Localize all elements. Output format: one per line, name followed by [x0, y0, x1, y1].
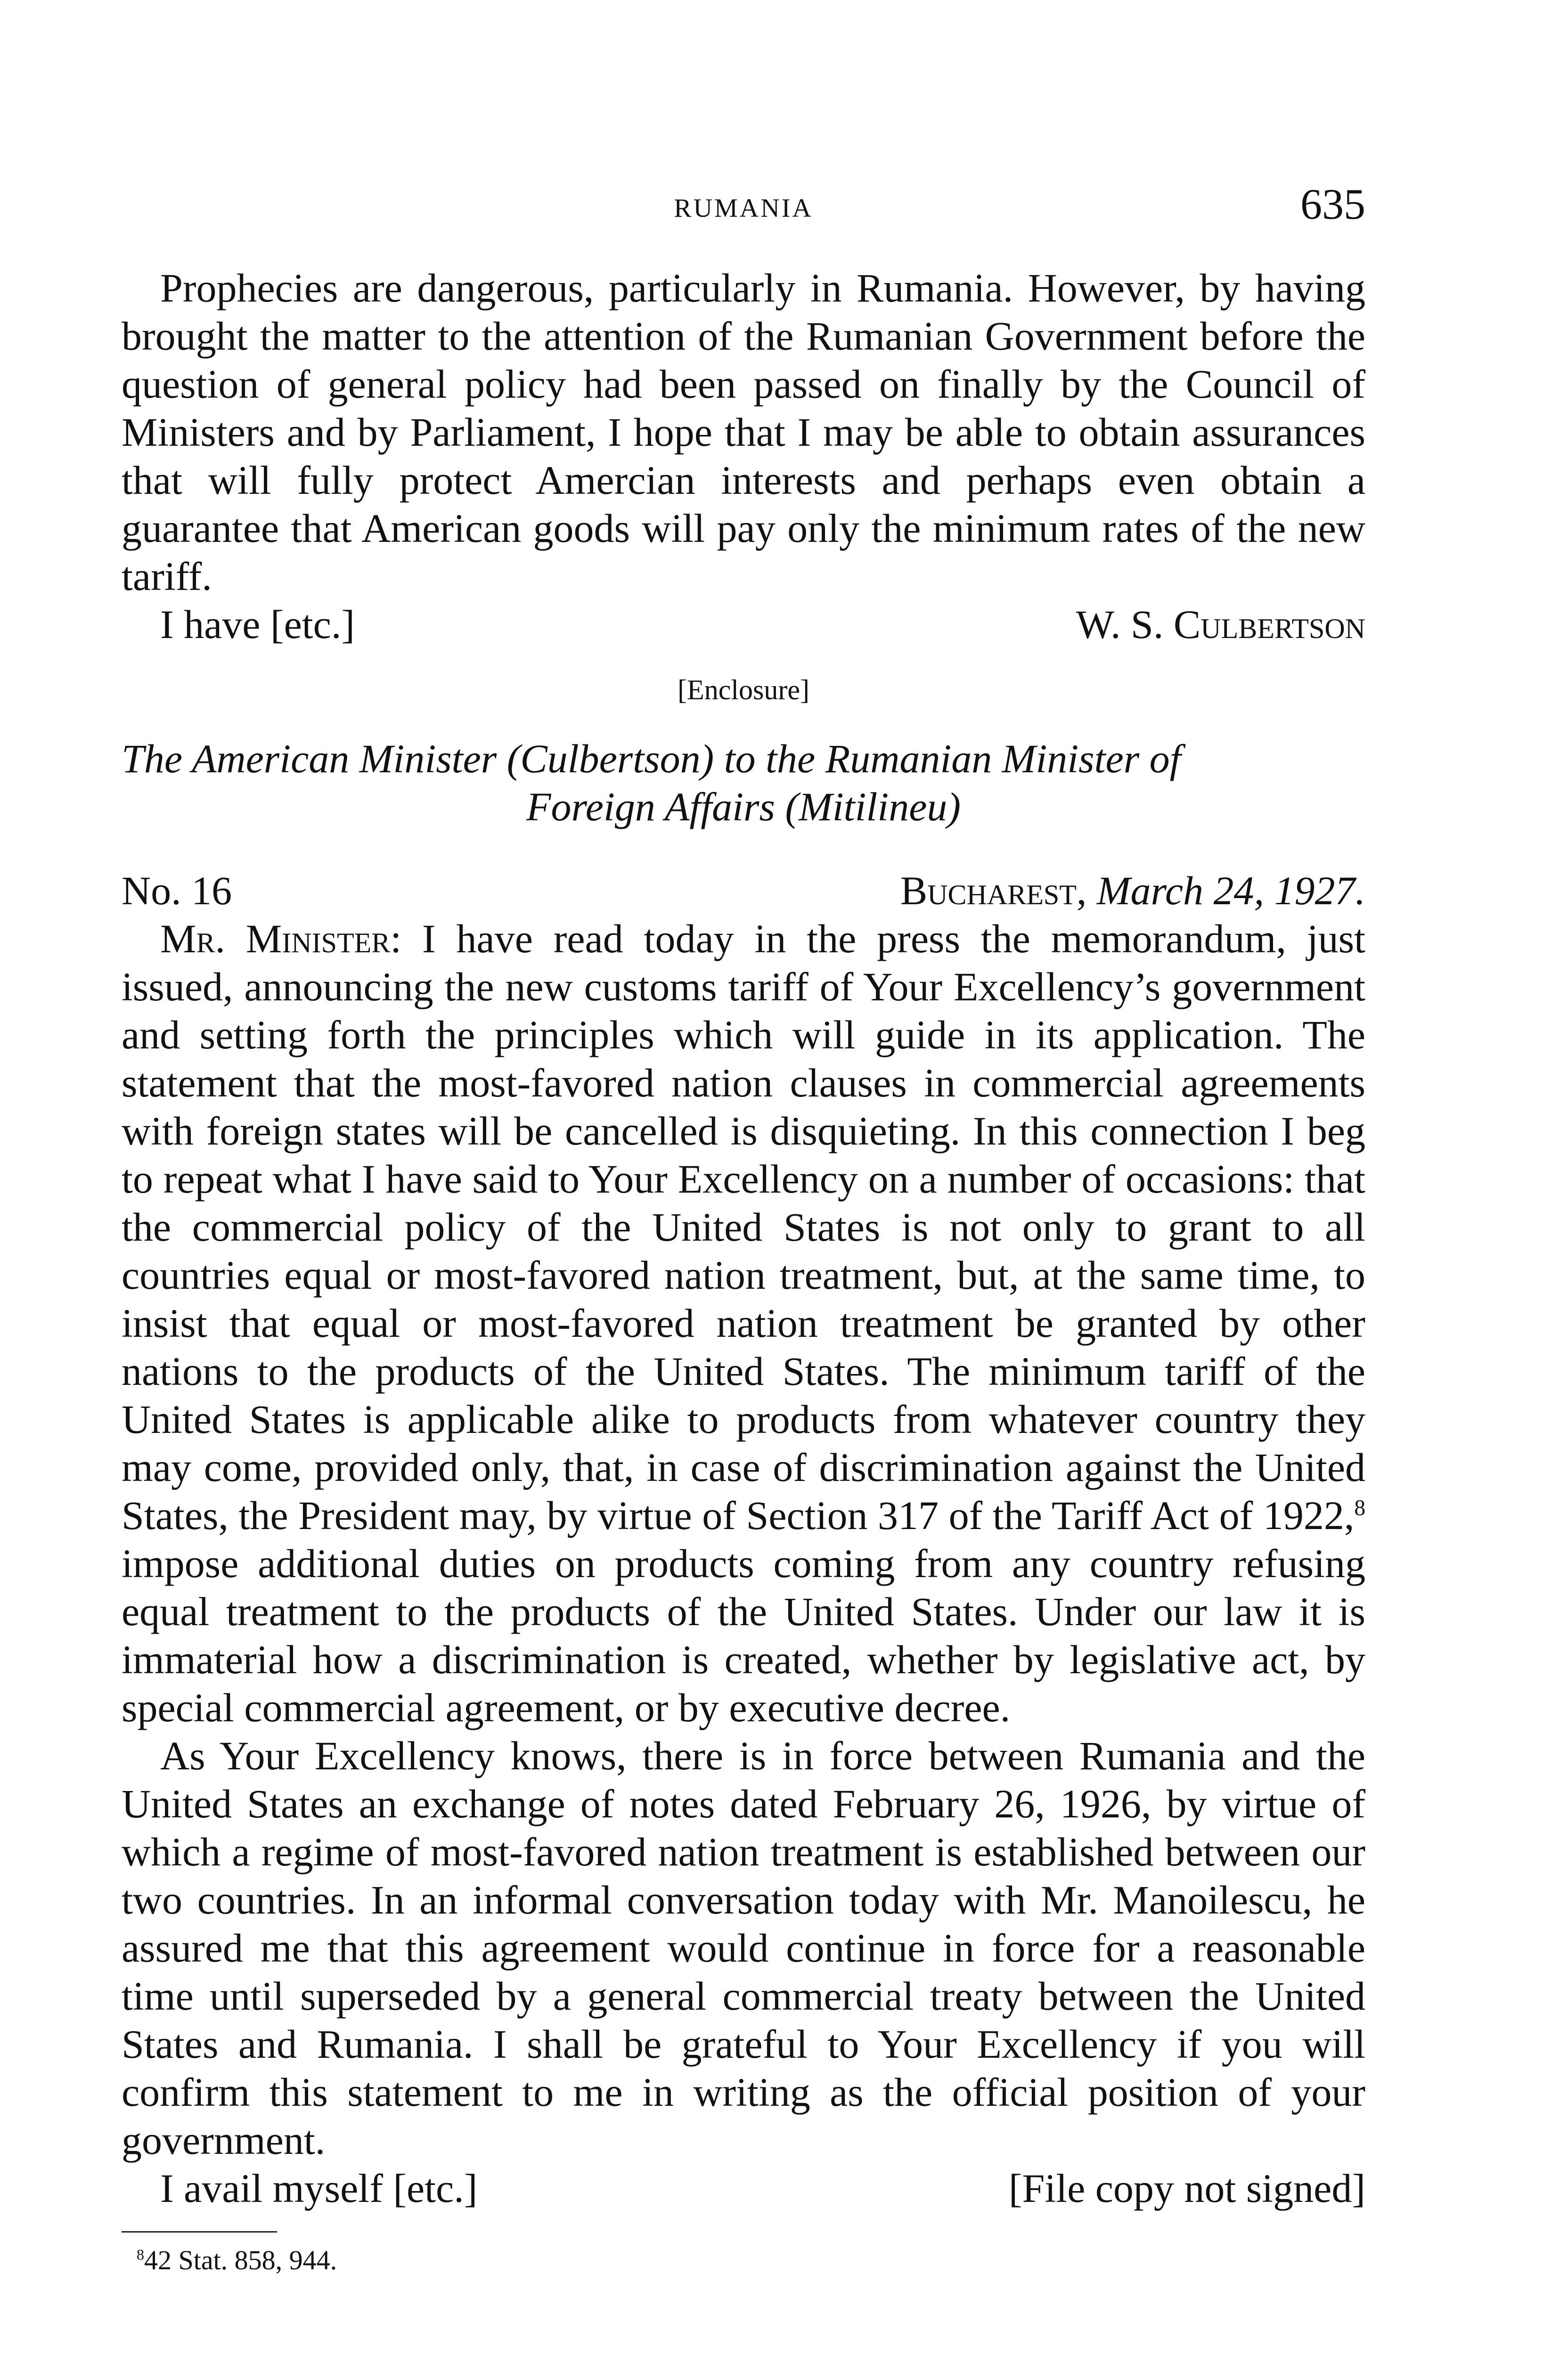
footnote	[122, 2244, 1365, 2277]
signature: W. S. Culbertson	[1076, 602, 1365, 647]
closing-avail: I avail myself [etc.]	[160, 2166, 478, 2211]
paragraph-memorandum	[122, 915, 1365, 1732]
place-date	[900, 867, 1365, 915]
footnote-marker: 8	[137, 2246, 144, 2263]
closing-signature-row	[122, 600, 1365, 648]
closing-row	[122, 2164, 1365, 2212]
paragraph-memorandum-part2: impose additional duties on products coming from any country refusing equal treatment to the products of the United States. Under our law it is immaterial how a discrimination is created, whether by legislative act, by special commercial agreement, or by executive decree.	[122, 1541, 1365, 1730]
document-number: No. 16	[122, 868, 232, 913]
footnote-reference: 8	[1354, 1496, 1365, 1521]
paragraph-memorandum-part1: I have read today in the press the memorandum, just issued, announcing the new customs tariff of Your Excellency’s government and setting forth the principles which will guide in its application. The statement that the most-favored nation clauses in commercial agreements with foreign states will be cancelled is disquieting. In this connection I beg to repeat what I have said to Your Excellency on a number of occasions: that the commercial policy of the United States is not only to grant to all countries equal or most-favored nation treatment, but, at the same time, to insist that equal or most-favored nation treatment be granted by other nations to the products of the United States. The minimum tariff of the United States is applicable alike to products from whatever country they may come, provided only, that, in case of discrimination against the United States, the President may, by virtue of Section 317 of the Tariff Act of 1922,	[122, 916, 1365, 1538]
running-head: RUMANIA	[674, 194, 813, 223]
paragraph-prophecies: Prophecies are dangerous, particularly in Rumania. However, by having brought the matter to the attention of the Rumanian Government before the question of general policy had been passed on finally by the Council of Ministers and by Parliament, I hope that I may be able to obtain assurances that will fully protect Amercian interests and perhaps even obtain a guarantee that American goods will pay only the minimum rates of the new tariff.	[122, 265, 1365, 599]
place: Bucharest,	[900, 868, 1087, 913]
enclosure-title-line2: Foreign Affairs (Mitilineu)	[526, 784, 961, 829]
page-header	[122, 179, 1365, 236]
file-copy-note: [File copy not signed]	[1008, 2166, 1365, 2211]
footnote-text: 42 Stat. 858, 944.	[144, 2245, 337, 2275]
enclosure-title-line1: The American Minister (Culbertson) to the Rumanian Minister of	[122, 736, 1181, 781]
page-body	[122, 264, 1365, 2277]
enclosure-title	[122, 735, 1365, 831]
page-number: 635	[1300, 180, 1365, 228]
dateline-row	[122, 867, 1365, 915]
closing-line: I have [etc.]	[160, 602, 355, 647]
enclosure-label: [Enclosure]	[678, 674, 809, 705]
paragraph-agreement: As Your Excellency knows, there is in force between Rumania and the United States an exchange of notes dated February 26, 1926, by virtue of which a regime of most-favored nation treatment is established between our two countries. In an informal conversation today with Mr. Manoilescu, he assured me that this agreement would continue in force for a reasonable time until superseded by a general commercial treaty between the United States and Rumania. I shall be grateful to Your Excellency if you will confirm this statement to me in writing as the official position of your government.	[122, 1733, 1365, 2163]
salutation: Mr. Minister:	[160, 916, 402, 961]
date: March 24, 1927.	[1096, 868, 1365, 913]
footnote-divider	[122, 2231, 277, 2233]
